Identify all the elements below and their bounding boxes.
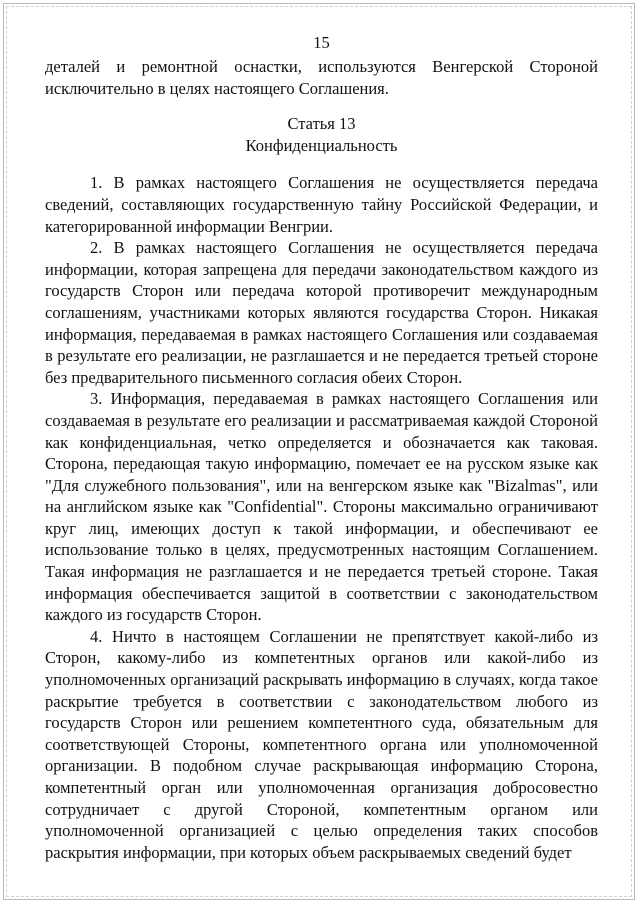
article-title: Конфиденциальность [245,135,398,155]
page-number: 15 [313,33,330,52]
paragraph-3: 3. Информация, передаваемая в рамках настоящего Соглашения или создаваемая в результате его реализации и рассматриваемая каждой Стороной как конфиденциальная, четко определяется и обозначается как таковая. Сторона, передающая такую информацию, помечает ее на русском языке как "Для служебного пользования", или на венгерском языке как "Bizalmas", или на английском языке как "Confidential". Стороны максимально ограничивают круг лиц, имеющих доступ к такой информации, и обеспечивают ее использование только в целях, предусмотренных настоящим Соглашением. Такая информация не разглашается и не передается третьей стороне. Такая информация обеспечивается защитой в соответствии с законодательством каждого из государств Сторон. [45,389,598,625]
page-content [45,31,598,863]
paragraph-1: 1. В рамках настоящего Соглашения не осуществляется передача сведений, составляющих государственную тайну Российской Федерации, и категорированной информации Венгрии. [45,173,598,236]
continuation-paragraph: деталей и ремонтной оснастки, используются Венгерской Стороной исключительно в целях настоящего Соглашения. [45,57,598,98]
article-heading: Статья 13 [287,114,356,134]
document-page [3,3,635,900]
paragraph-4: 4. Ничто в настоящем Соглашении не препятствует какой-либо из Сторон, какому-либо из компетентных органов или какой-либо из уполномоченных организаций раскрывать информацию в случаях, когда такое раскрытие требуется в соответствии с законодательством любого из государств Сторон или решением компетентного суда, обязательным для соответствующей Стороны, компетентного органа или уполномоченной организации. В подобном случае раскрывающая информацию Сторона, компетентный орган или уполномоченная организация добросовестно сотрудничает с другой Стороной, компетентным органом или уполномоченной организацией с целью определения таких способов раскрытия информации, при которых объем раскрываемых сведений будет [45,626,598,862]
paragraph-2: 2. В рамках настоящего Соглашения не осуществляется передача информации, которая запрещена для передачи законодательством каждого из государств Сторон или передача которой противоречит международным соглашениям, участниками которых являются государства Сторон. Никакая информация, передаваемая в рамках настоящего Соглашения или создаваемая в результате его реализации, не разглашается и не передается третьей стороне без предварительного письменного согласия обеих Сторон. [45,238,598,387]
